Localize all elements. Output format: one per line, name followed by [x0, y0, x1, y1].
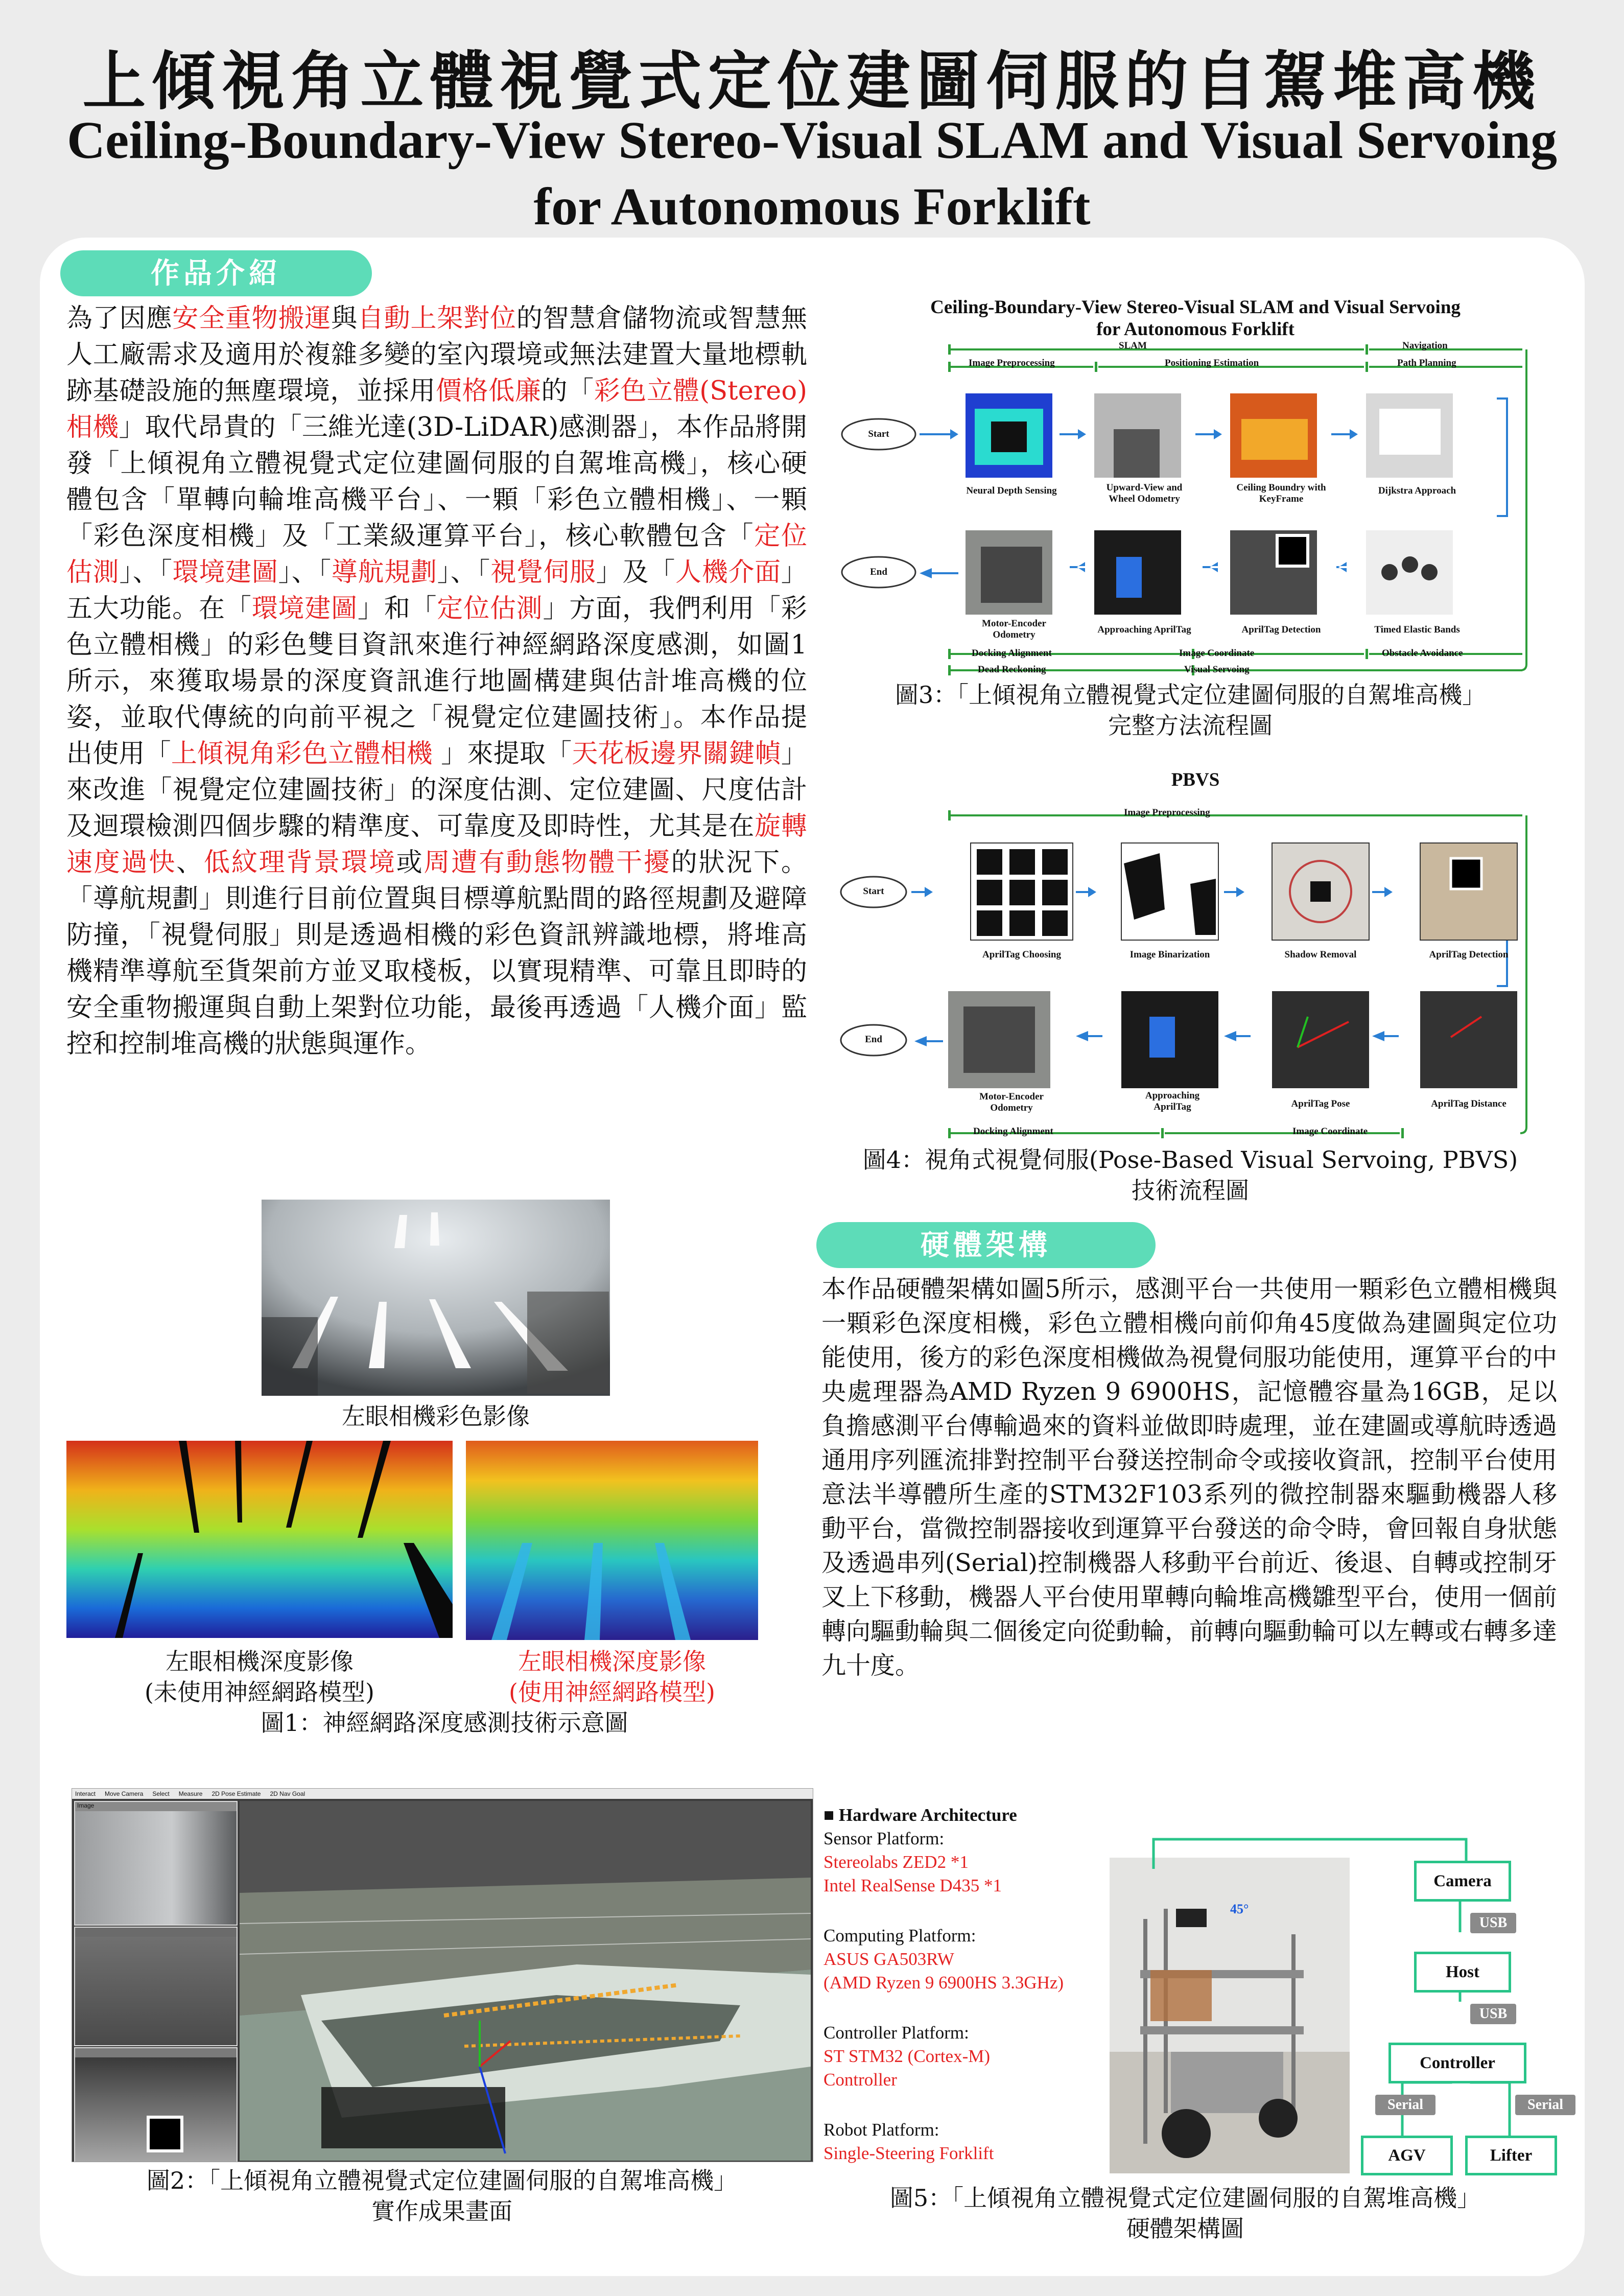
hw-controller-item-1: ST STM32 (Cortex-M): [823, 2046, 991, 2066]
hw-arch-title: [823, 1803, 1017, 1827]
intro-span: 」方面，我們利用「彩色立體相機」的彩色雙目資訊來進行神經網路深度感測，如圖1所示，來獲取場景的深度資訊進行地圖構建與估計堆高機的位姿，並取代傳統的向前平視之「視覺定位建圖技術」。本作品提出使用「: [66, 594, 807, 769]
fig3-node-ceiling: Ceiling Boundry with KeyFrame: [1236, 482, 1326, 504]
fig1-depth-raw-label: [66, 1646, 453, 1707]
hw-computing-label: Computing Platform:: [823, 1926, 976, 1946]
fig3-sec-preproc: Image Preprocessing: [969, 358, 1055, 368]
fig1-caption: 圖1：神經網路深度感測技術示意圖: [261, 1709, 628, 1737]
fig4-node-shadow: Shadow Removal: [1284, 949, 1357, 960]
intro-span: 的狀況下。「導航規劃」則進行目前位置與目標導航點間的路徑規劃及避障防撞，「視覺伺服」則是透過相機的彩色資訊辨識地標，將堆高機精準導航至貨架前方並叉取棧板，以實現精準、可靠且即時的安全重物搬運與自動上架對位功能，最後再透過「人機介面」監控和控制堆高機的狀態與運作。: [66, 848, 807, 1059]
fig3-sec-navigation: Navigation: [1402, 340, 1448, 351]
square-bullet-icon: ■: [823, 1805, 839, 1825]
fig3-sec-slam: SLAM: [1119, 340, 1147, 351]
hw-block-agv: AGV: [1361, 2136, 1453, 2175]
fig3-title-line1: Ceiling-Boundary-View Stereo-Visual SLAM and Visual Servoing: [930, 297, 1461, 318]
fig1-color-image: [262, 1200, 610, 1396]
intro-span: 的「: [541, 376, 594, 406]
fig3-title: [843, 296, 1548, 340]
fig4-node-distance: AprilTag Distance: [1431, 1098, 1507, 1109]
hw-controller-item-2: Controller: [823, 2070, 897, 2090]
hw-sensor-item-1: Stereolabs ZED2 *1: [823, 1852, 969, 1872]
hw-robot-item-1: Single-Steering Forklift: [823, 2143, 994, 2163]
fig3-node-upward: Upward-View and Wheel Odometry: [1106, 482, 1183, 504]
fig1-depth-nn: [466, 1441, 758, 1640]
intro-span: 」及「: [596, 557, 675, 588]
intro-span: 與: [331, 303, 358, 334]
fig3-sec-visual: Visual Servoing: [1184, 664, 1250, 675]
intro-span: 」來提取「: [441, 739, 572, 769]
hw-block-camera: Camera: [1414, 1861, 1511, 1902]
fig4-node-pose: AprilTag Pose: [1291, 1098, 1350, 1109]
hw-sensor-item-2: Intel RealSense D435 *1: [823, 1876, 1002, 1895]
fig3-node-detect: AprilTag Detection: [1241, 624, 1321, 635]
hardware-heading: 硬體架構: [816, 1222, 1156, 1268]
hw-link-serial2: Serial: [1515, 2095, 1575, 2115]
page-title-zh: 上傾視角立體視覺式定位建圖伺服的自駕堆高機: [82, 44, 1542, 119]
fig4-node-binarize: Image Binarization: [1129, 949, 1210, 960]
rviz-tool-button[interactable]: Select: [152, 1790, 170, 1797]
fig2-caption: [72, 2165, 812, 2227]
intro-highlight: 上傾視角彩色立體相機: [171, 739, 441, 769]
fig1-color-label: 左眼相機彩色影像: [342, 1402, 530, 1430]
rviz-tool-button[interactable]: 2D Pose Estimate: [211, 1790, 261, 1797]
fig2-rviz-screenshot: [72, 1788, 813, 2162]
fig3-caption: [838, 680, 1543, 741]
fig5-caption-line1: 圖5：「上傾視角立體視覺式定位建圖伺服的自駕堆高機」: [889, 2184, 1481, 2212]
intro-span: 」、「: [437, 557, 490, 588]
fig1-depth-nn-label: [466, 1646, 758, 1707]
intro-span: 」、「: [278, 557, 332, 588]
fig3-sec-positioning: Positioning Estimation: [1165, 358, 1259, 368]
hw-computing-item-2: (AMD Ryzen 9 6900HS 3.3GHz): [823, 1973, 1064, 1993]
hw-arch-title-text: Hardware Architecture: [838, 1805, 1017, 1825]
hw-link-usb1: USB: [1470, 1913, 1516, 1933]
intro-highlight: 環境建圖: [172, 557, 278, 588]
ceiling-photo: [262, 1200, 610, 1396]
intro-span: 」和「: [357, 594, 437, 624]
hw-block-controller: Controller: [1388, 2043, 1526, 2083]
fig4-sec-preproc: Image Preprocessing: [1124, 807, 1210, 818]
hw-block-host: Host: [1414, 1952, 1511, 1993]
intro-highlight: 低紋理背景環境: [204, 848, 396, 878]
page-title-en: [0, 107, 1624, 240]
intro-highlight: 定位估測: [66, 521, 807, 588]
intro-span: 或: [396, 848, 424, 878]
fig3-sec-imagecoord: Image Coordinate: [1179, 648, 1255, 659]
intro-highlight: 周遭有動態物體干擾: [423, 848, 671, 878]
intro-highlight: 天花板邊界關鍵幀: [572, 739, 781, 769]
fig5-caption: [817, 2183, 1553, 2244]
fig4-node-detect: AprilTag Detection: [1429, 949, 1509, 960]
hardware-text: 本作品硬體架構如圖5所示，感測平台一共使用一顆彩色立體相機與一顆彩色深度相機，彩色立體相機向前仰角45度做為建圖與定位功能使用，後方的彩色深度相機做為視覺伺服功能使用，運算平台的中央處理器為AMD Ryzen 9 6900HS，記憶體容量為16GB，足以負擔感測平台傳輸過來的資料並做即時處理，並在建圖或導航時透過通用序列匯流排對控制平台發送控制命令或接收資訊，控制平台使用意法半導體所生產的STM32F103系列的微控制器來驅動機器人移動平台，當微控制器接收到運算平台發送的命令時，會回報自身狀態及透過串列(Serial)控制機器人移動平台前近、後退、自轉或控制牙叉上下移動，機器人平台使用單轉向輪堆高機雛型平台，使用一個前轉向驅動輪與二個後定向從動輪，前轉向驅動輪可以左轉或右轉多達九十度。: [821, 1275, 1558, 1680]
intro-span: 」五大功能。在「: [66, 557, 807, 624]
fig3-sec-dead: Dead Reckoning: [978, 664, 1046, 675]
angle-label: 45°: [1230, 1902, 1249, 1916]
intro-highlight: 價格低廉: [435, 376, 542, 406]
title-en-line2: for Autonomous Forklift: [533, 177, 1091, 236]
fig3-sec-obstacle: Obstacle Avoidance: [1382, 648, 1463, 659]
fig3-node-neural: Neural Depth Sensing: [966, 485, 1057, 496]
hw-block-lifter: Lifter: [1465, 2136, 1557, 2175]
fig1-depth-raw: [66, 1441, 453, 1638]
fig3-node-dijkstra: Dijkstra Approach: [1378, 485, 1456, 496]
intro-highlight: 人機介面: [675, 557, 781, 588]
fig4-caption-line1: 圖4：視角式視覺伺服(Pose-Based Visual Servoing, PBVS): [862, 1146, 1518, 1174]
depth-nn-label2: (使用神經網路模型): [509, 1678, 715, 1706]
fig4-caption: [838, 1144, 1543, 1206]
hw-sensor-label: Sensor Platform:: [823, 1829, 945, 1848]
fig4-end: End: [865, 1034, 882, 1045]
intro-span: 」、「: [119, 557, 173, 588]
fig2-caption-line1: 圖2：「上傾視角立體視覺式定位建圖伺服的自駕堆高機」: [146, 2167, 738, 2194]
title-en-line1: Ceiling-Boundary-View Stereo-Visual SLAM and Visual Servoing: [66, 111, 1558, 170]
intro-text: [66, 300, 807, 1062]
apriltag-icon: [147, 2116, 183, 2152]
rviz-tool-button[interactable]: Measure: [178, 1790, 203, 1797]
intro-highlight: 安全重物搬運: [172, 303, 332, 334]
fig3-caption-line1: 圖3：「上傾視角立體視覺式定位建圖伺服的自駕堆高機」: [895, 681, 1486, 709]
intro-span: 、: [176, 848, 204, 878]
rviz-tool-button[interactable]: Interact: [75, 1790, 96, 1797]
hw-computing-item-1: ASUS GA503RW: [823, 1949, 954, 1969]
map-view: [240, 1801, 811, 2161]
fig4-sec-docking: Docking Alignment: [973, 1126, 1053, 1137]
intro-span: 的智慧倉儲物流或智慧無人工廠需求及適用於複雜多變的室內環境或無法建置大量地標軌跡基礎設施的無塵環境，並採用: [66, 303, 807, 406]
intro-highlight: 環境建圖: [251, 594, 358, 624]
fig3-node-approach: Approaching AprilTag: [1097, 624, 1191, 635]
intro-span: 為了因應: [66, 303, 173, 334]
intro-highlight: 彩色立體(Stereo)相機: [66, 376, 807, 442]
intro-highlight: 視覺伺服: [490, 557, 596, 588]
fig3-end: End: [870, 567, 887, 577]
image-panel-3: [74, 2047, 238, 2162]
fig3-node-motor: Motor-Encoder Odometry: [982, 618, 1046, 640]
hw-link-serial1: Serial: [1375, 2095, 1435, 2115]
fig4-start: Start: [863, 886, 884, 897]
depth-raw-label1: 左眼相機深度影像: [166, 1648, 354, 1675]
fig4-caption-line2: 技術流程圖: [1132, 1177, 1249, 1204]
depth-nn-image: [466, 1441, 758, 1640]
depth-raw-image: [66, 1441, 453, 1638]
intro-heading: 作品介紹: [60, 250, 372, 296]
rviz-toolbar: [72, 1789, 813, 1799]
fig3-node-teb: Timed Elastic Bands: [1374, 624, 1460, 635]
intro-highlight: 導航規劃: [331, 557, 437, 588]
intro-span: 」來改進「視覺定位建圖技術」的深度估測、定位建圖、尺度估計及迴環檢測四個步驟的精準度、可靠度及即時性，尤其是在: [66, 739, 807, 841]
fig3-start: Start: [868, 429, 889, 439]
intro-highlight: 自動上架對位: [357, 303, 516, 334]
image-panel-1: [74, 1801, 238, 1926]
hw-controller-label: Controller Platform:: [823, 2023, 969, 2043]
image-panel-label: Image: [77, 1802, 95, 1809]
fig4-title: PBVS: [1171, 769, 1220, 790]
depth-nn-label1: 左眼相機深度影像: [518, 1648, 706, 1675]
intro-highlight: 旋轉速度過快: [66, 811, 807, 878]
image-panel-2: [74, 1927, 238, 2046]
hw-robot-label: Robot Platform:: [823, 2120, 939, 2140]
hw-block-diagram-lines: [1144, 1827, 1584, 2174]
fig3-caption-line2: 完整方法流程圖: [1108, 712, 1273, 739]
fig4-sec-imagecoord: Image Coordinate: [1292, 1126, 1368, 1137]
fig3-title-line2: for Autonomous Forklift: [1096, 319, 1295, 340]
toolbar-items: [75, 1790, 314, 1797]
fig4-node-motor: Motor-Encoder Odometry: [979, 1091, 1044, 1113]
rviz-tool-button[interactable]: Move Camera: [105, 1790, 144, 1797]
intro-span: 」取代昂貴的「三維光達(3D-LiDAR)感測器」，本作品將開發「上傾視角立體視覺式定位建圖伺服的自駕堆高機」，核心硬體包含「單轉向輪堆高機平台」、一顆「彩色立體相機」、一顆「彩色深度相機」及「工業級運算平台」，核心軟體包含「: [66, 412, 807, 551]
intro-highlight: 定位估測: [437, 594, 543, 624]
fig4-node-approach: Approaching AprilTag: [1145, 1090, 1200, 1112]
fig5-caption-line2: 硬體架構圖: [1126, 2215, 1244, 2242]
depth-raw-label2: (未使用神經網路模型): [145, 1678, 374, 1706]
hw-link-usb2: USB: [1470, 2004, 1516, 2024]
rviz-tool-button[interactable]: 2D Nav Goal: [270, 1790, 305, 1797]
fig3-sec-path: Path Planning: [1397, 358, 1456, 368]
fig2-caption-line2: 實作成果畫面: [371, 2197, 512, 2225]
fig4-node-choose: AprilTag Choosing: [982, 949, 1061, 960]
fig3-sec-docking: Docking Alignment: [972, 648, 1052, 659]
